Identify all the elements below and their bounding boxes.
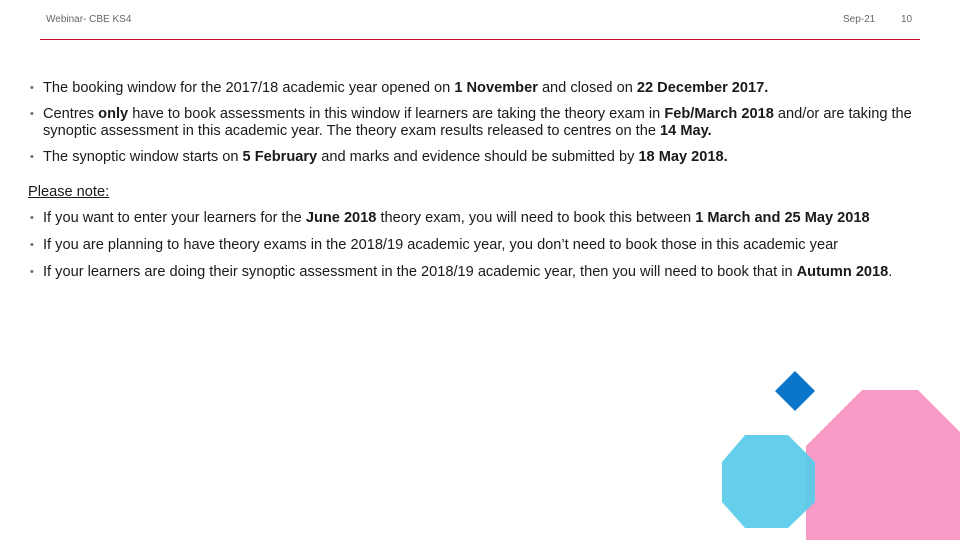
bullet-text: 5 February bbox=[242, 149, 318, 165]
bullet-text: . bbox=[888, 264, 893, 280]
bullet-text: Autumn 2018 bbox=[796, 264, 889, 280]
bullet-text: and closed on bbox=[537, 80, 637, 96]
bullet-text: The booking window for the 2017/18 academic year opened on bbox=[43, 80, 455, 96]
cyan-octagon-shape bbox=[722, 435, 815, 528]
bullet-text: If you want to enter your learners for the bbox=[43, 210, 306, 226]
bullet-text: 22 December 2017. bbox=[636, 80, 769, 96]
blue-diamond-shape bbox=[775, 371, 815, 411]
note-heading: Please note: bbox=[28, 184, 110, 200]
bullet-text: If your learners are doing their synoptic assessment in the 2018/19 academic year, then you will need to book that in bbox=[43, 264, 797, 280]
pink-octagon-shape bbox=[806, 390, 960, 540]
bullet-text: only bbox=[98, 106, 129, 122]
bullet-text: 1 November bbox=[454, 80, 538, 96]
bullet-text: The synoptic window starts on bbox=[43, 149, 243, 165]
header-title: Webinar- CBE KS4 bbox=[46, 14, 132, 25]
bullet-text: have to book assessments in this window if learners are taking the theory exam in bbox=[128, 106, 665, 122]
bullet-text: theory exam, you will need to book this between bbox=[376, 210, 696, 226]
bullet-text: and marks and evidence should be submitted by bbox=[317, 149, 639, 165]
bullet-text: If you are planning to have theory exams in the 2018/19 academic year, you don’t need to book those in this academic year bbox=[43, 237, 839, 253]
bullet-text: and/or are taking the synoptic assessment in this academic year. The theory exam results released to centres on the bbox=[43, 106, 912, 139]
bullet-text: 14 May. bbox=[660, 123, 712, 139]
bullet-text: Feb/March 2018 bbox=[664, 106, 774, 122]
bullet-text: 18 May 2018. bbox=[638, 149, 728, 165]
page-number: 10 bbox=[901, 14, 913, 25]
bullet-text: June 2018 bbox=[305, 210, 377, 226]
header-date: Sep-21 bbox=[843, 14, 876, 25]
bullet-text: Centres bbox=[43, 106, 99, 122]
bullet-text: 1 March and 25 May 2018 bbox=[695, 210, 870, 226]
